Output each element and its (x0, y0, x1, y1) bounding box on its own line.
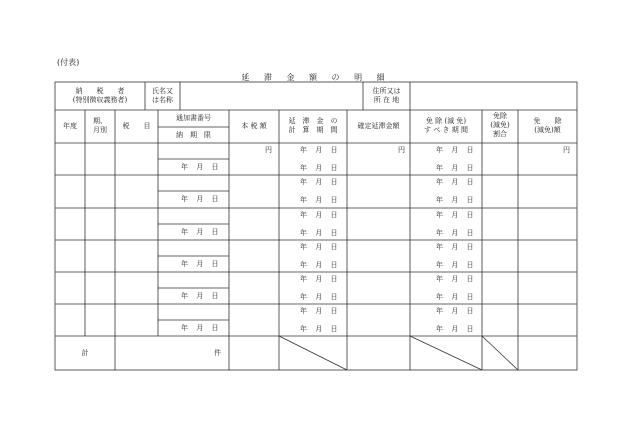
confirmed-yen-unit: 円 (398, 146, 405, 154)
col-exempt-amount: 免 除 (減免)額 (533, 117, 562, 134)
address-label: 住所又は 所 在 地 (372, 87, 401, 104)
exempt-end-ymd: 年 月 日 (436, 293, 474, 301)
delay-end-ymd: 年 月 日 (300, 261, 338, 269)
exempt-end-ymd: 年 月 日 (436, 196, 474, 204)
count-unit: 件 (214, 349, 221, 357)
exempt-yen-unit: 円 (563, 146, 570, 154)
exempt-start-ymd: 年 月 日 (436, 243, 474, 251)
due-date-ymd: 年 月 日 (181, 324, 219, 332)
exempt-start-ymd: 年 月 日 (436, 211, 474, 219)
delay-start-ymd: 年 月 日 (300, 146, 338, 154)
col-confirmed-amount: 確定延滞金額 (357, 122, 400, 130)
total-label: 計 (81, 349, 89, 357)
col-tax-item: 税 目 (122, 122, 151, 130)
col-due-date: 納 期 限 (176, 131, 211, 139)
taxpayer-label: 納 税 者 (特別徴収義務者) (72, 87, 128, 104)
exempt-start-ymd: 年 月 日 (436, 307, 474, 315)
document-title: 延 滞 金 額 の 明 細 (241, 73, 391, 82)
exempt-end-ymd: 年 月 日 (436, 229, 474, 237)
delay-end-ymd: 年 月 日 (300, 325, 338, 333)
exempt-end-ymd: 年 月 日 (436, 261, 474, 269)
principal-yen-unit: 円 (265, 146, 272, 154)
due-date-ymd: 年 月 日 (181, 292, 219, 300)
exempt-end-ymd: 年 月 日 (436, 164, 474, 172)
due-date-ymd: 年 月 日 (181, 163, 219, 171)
delay-end-ymd: 年 月 日 (300, 164, 338, 172)
exempt-start-ymd: 年 月 日 (436, 146, 474, 154)
col-exempt-ratio: 免除 (減免) 割合 (490, 112, 510, 138)
col-exempt-period: 免 除 (減 免) す べ き 期 間 (424, 117, 468, 134)
delay-start-ymd: 年 月 日 (300, 211, 338, 219)
col-delay-period: 延 滞 金 の 計 算 期 間 (288, 117, 338, 134)
col-principal: 本 税 額 (241, 122, 267, 130)
delay-start-ymd: 年 月 日 (300, 178, 338, 186)
due-date-ymd: 年 月 日 (181, 228, 219, 236)
attachment-note: (付表) (57, 58, 80, 67)
name-label: 氏名又 は名称 (152, 87, 173, 104)
delay-start-ymd: 年 月 日 (300, 307, 338, 315)
delay-start-ymd: 年 月 日 (300, 275, 338, 283)
col-period: 期、 月別 (93, 117, 107, 134)
delay-end-ymd: 年 月 日 (300, 293, 338, 301)
due-date-ymd: 年 月 日 (181, 195, 219, 203)
delay-end-ymd: 年 月 日 (300, 196, 338, 204)
delay-start-ymd: 年 月 日 (300, 243, 338, 251)
exempt-start-ymd: 年 月 日 (436, 275, 474, 283)
exempt-end-ymd: 年 月 日 (436, 325, 474, 333)
col-fiscal-year: 年度 (63, 122, 77, 130)
delay-end-ymd: 年 月 日 (300, 229, 338, 237)
col-notice-number: 通加書番号 (176, 114, 211, 122)
due-date-ymd: 年 月 日 (181, 260, 219, 268)
exempt-start-ymd: 年 月 日 (436, 178, 474, 186)
